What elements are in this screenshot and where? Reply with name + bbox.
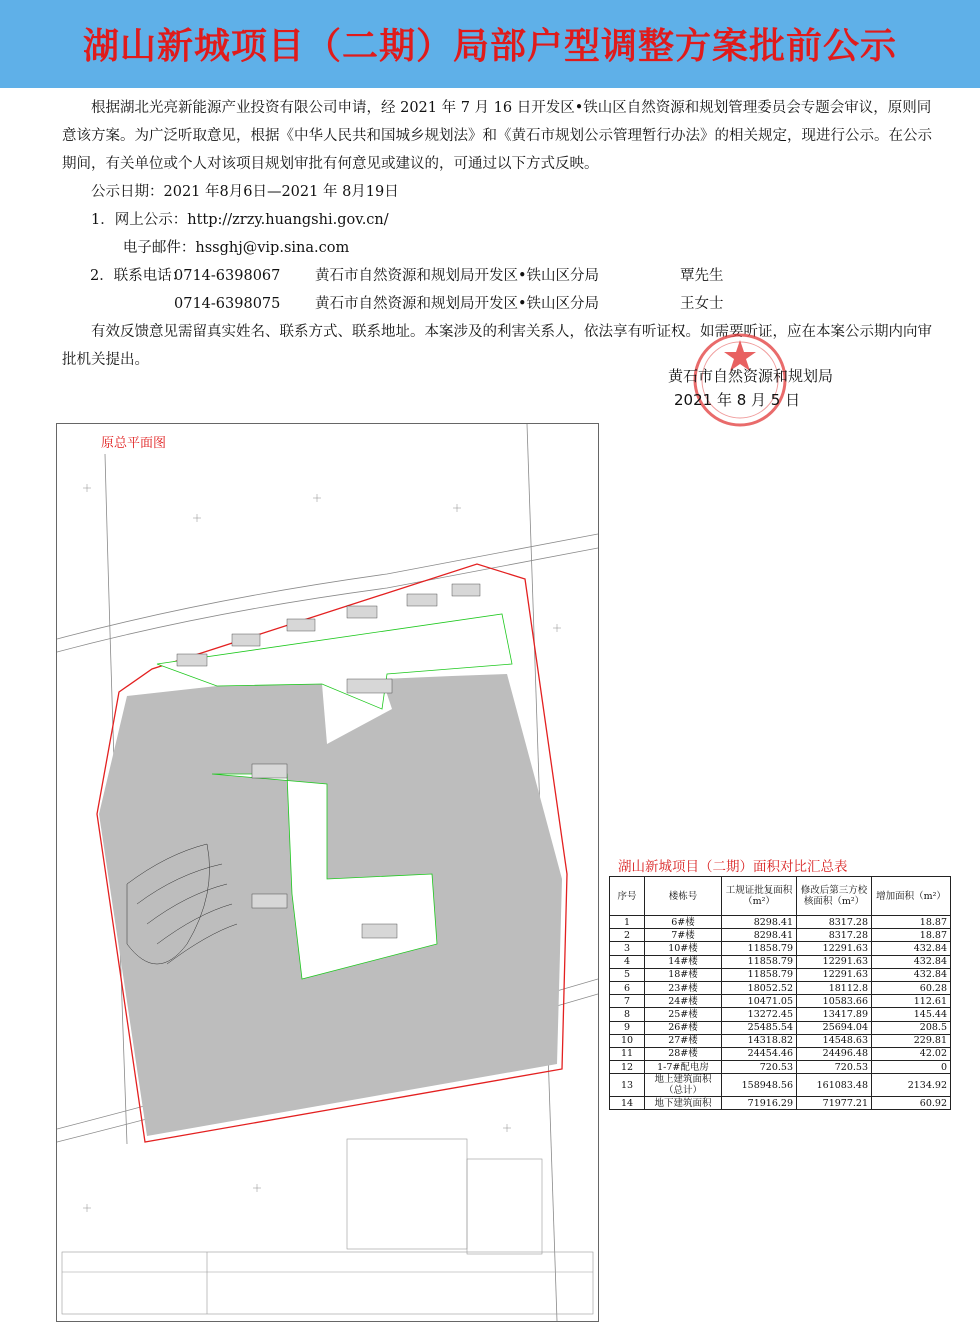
table-row xyxy=(610,916,951,929)
table-cell: 10471.05 xyxy=(722,995,797,1008)
table-cell: 6 xyxy=(610,981,645,994)
table-row xyxy=(610,1061,951,1074)
table-cell: 地上建筑面积（总计） xyxy=(645,1074,722,1097)
plan-title: 原总平面图 xyxy=(101,436,167,451)
table-cell: 71977.21 xyxy=(797,1097,872,1110)
table-cell: 432.84 xyxy=(872,955,951,968)
table-header-row xyxy=(610,877,951,916)
table-cell: 18.87 xyxy=(872,916,951,929)
site-plan xyxy=(56,423,599,1322)
table-row xyxy=(610,1047,951,1060)
table-row xyxy=(610,929,951,942)
table-cell: 28#楼 xyxy=(645,1047,722,1060)
table-row xyxy=(610,968,951,981)
table-cell: 11858.79 xyxy=(722,955,797,968)
table-cell: 25485.54 xyxy=(722,1021,797,1034)
contact-phone: 0714-6398067 xyxy=(174,268,281,284)
table-cell: 12291.63 xyxy=(797,955,872,968)
table-cell: 地下建筑面积 xyxy=(645,1097,722,1110)
table-row xyxy=(610,1034,951,1047)
table-cell: 720.53 xyxy=(797,1061,872,1074)
table-cell: 18052.52 xyxy=(722,981,797,994)
authority-name: 黄石市自然资源和规划局 xyxy=(668,367,834,385)
table-cell: 0 xyxy=(872,1061,951,1074)
table-cell: 12291.63 xyxy=(797,968,872,981)
contact-row xyxy=(62,290,944,318)
table-cell: 12 xyxy=(610,1061,645,1074)
contact-person: 覃先生 xyxy=(680,268,724,284)
table-cell: 42.02 xyxy=(872,1047,951,1060)
table-cell: 2134.92 xyxy=(872,1074,951,1097)
table-row xyxy=(610,955,951,968)
table-cell: 24496.48 xyxy=(797,1047,872,1060)
sign-date: 2021 年 8 月 5 日 xyxy=(674,391,801,409)
table-cell: 1 xyxy=(610,916,645,929)
table-cell: 158948.56 xyxy=(722,1074,797,1097)
table-row xyxy=(610,1008,951,1021)
column-header: 序号 xyxy=(610,877,645,916)
column-header: 修改后第三方校核面积（m²） xyxy=(797,877,872,916)
table-cell: 3 xyxy=(610,942,645,955)
contact-prefix: 2．联系电话： xyxy=(90,268,187,284)
contact-office: 黄石市自然资源和规划局开发区•铁山区分局 xyxy=(315,268,600,284)
table-cell: 71916.29 xyxy=(722,1097,797,1110)
table-cell: 720.53 xyxy=(722,1061,797,1074)
table-cell: 432.84 xyxy=(872,942,951,955)
table-cell: 14#楼 xyxy=(645,955,722,968)
table-cell: 60.28 xyxy=(872,981,951,994)
table-cell: 2 xyxy=(610,929,645,942)
contact-office: 黄石市自然资源和规划局开发区•铁山区分局 xyxy=(315,296,600,312)
table-cell: 14318.82 xyxy=(722,1034,797,1047)
table-cell: 27#楼 xyxy=(645,1034,722,1047)
notice-email: 电子邮件：hssghj@vip.sina.com xyxy=(122,240,350,256)
table-cell: 13272.45 xyxy=(722,1008,797,1021)
table-cell: 145.44 xyxy=(872,1008,951,1021)
column-header: 工规证批复面积（m²） xyxy=(722,877,797,916)
table-cell: 18112.8 xyxy=(797,981,872,994)
notice-paragraph: 有效反馈意见需留真实姓名、联系方式、联系地址。本案涉及的利害关系人，依法享有听证权。如需要听证，应在本案公示期内向审批机关提出。 xyxy=(62,324,932,368)
table-row xyxy=(610,942,951,955)
area-comparison-table xyxy=(609,876,951,1110)
table-cell: 9 xyxy=(610,1021,645,1034)
table-cell: 112.61 xyxy=(872,995,951,1008)
table-cell: 25694.04 xyxy=(797,1021,872,1034)
table-cell: 229.81 xyxy=(872,1034,951,1047)
table-cell: 10 xyxy=(610,1034,645,1047)
table-title: 湖山新城项目（二期）面积对比汇总表 xyxy=(618,859,848,875)
table-cell: 14548.63 xyxy=(797,1034,872,1047)
notice-web: 1．网上公示：http://zrzy.huangshi.gov.cn/ xyxy=(91,212,389,228)
table-cell: 14 xyxy=(610,1097,645,1110)
table-cell: 7#楼 xyxy=(645,929,722,942)
table-cell: 11858.79 xyxy=(722,942,797,955)
table-cell: 25#楼 xyxy=(645,1008,722,1021)
table-row xyxy=(610,1021,951,1034)
table-cell: 8298.41 xyxy=(722,929,797,942)
table-cell: 8317.28 xyxy=(797,929,872,942)
table-cell: 26#楼 xyxy=(645,1021,722,1034)
table-cell: 432.84 xyxy=(872,968,951,981)
table-cell: 18.87 xyxy=(872,929,951,942)
table-cell: 10#楼 xyxy=(645,942,722,955)
title-banner xyxy=(0,0,980,88)
column-header: 楼栋号 xyxy=(645,877,722,916)
table-cell: 11 xyxy=(610,1047,645,1060)
table-cell: 161083.48 xyxy=(797,1074,872,1097)
contact-person: 王女士 xyxy=(680,296,724,312)
table-cell: 10583.66 xyxy=(797,995,872,1008)
contact-row xyxy=(62,262,944,290)
column-header: 增加面积（m²） xyxy=(872,877,951,916)
table-cell: 13417.89 xyxy=(797,1008,872,1021)
contact-phone: 0714-6398075 xyxy=(174,296,281,312)
table-cell: 23#楼 xyxy=(645,981,722,994)
table-cell: 24#楼 xyxy=(645,995,722,1008)
table-cell: 60.92 xyxy=(872,1097,951,1110)
table-cell: 8317.28 xyxy=(797,916,872,929)
table-cell: 24454.46 xyxy=(722,1047,797,1060)
table-cell: 8 xyxy=(610,1008,645,1021)
table-row xyxy=(610,1097,951,1110)
table-cell: 8298.41 xyxy=(722,916,797,929)
table-cell: 11858.79 xyxy=(722,968,797,981)
signature-block xyxy=(668,364,833,412)
notice-body xyxy=(62,94,944,374)
table-row xyxy=(610,1074,951,1097)
table-row xyxy=(610,995,951,1008)
table-cell: 18#楼 xyxy=(645,968,722,981)
table-row xyxy=(610,981,951,994)
table-cell: 12291.63 xyxy=(797,942,872,955)
notice-date: 公示日期：2021 年8月6日—2021 年 8月19日 xyxy=(91,184,399,200)
site-plan-drawing xyxy=(57,424,598,1321)
notice-paragraph: 根据湖北光亮新能源产业投资有限公司申请，经 2021 年 7 月 16 日开发区•铁山区自然资源和规划管理委员会专题会审议，原则同意该方案。为广泛听取意见，根据《中华人民共和国城乡规划法》和《黄石市规划公示管理暂行办法》的相关规定，现进行公示。在公示期间，有关单位或个人对该项目规划审批有何意见或建议的，可通过以下方式反映。 xyxy=(62,100,932,172)
table-cell: 13 xyxy=(610,1074,645,1097)
table-cell: 5 xyxy=(610,968,645,981)
page-title: 湖山新城项目（二期）局部户型调整方案批前公示 xyxy=(82,26,897,67)
table-cell: 208.5 xyxy=(872,1021,951,1034)
table-cell: 7 xyxy=(610,995,645,1008)
table-cell: 1-7#配电房 xyxy=(645,1061,722,1074)
table-cell: 6#楼 xyxy=(645,916,722,929)
table-cell: 4 xyxy=(610,955,645,968)
